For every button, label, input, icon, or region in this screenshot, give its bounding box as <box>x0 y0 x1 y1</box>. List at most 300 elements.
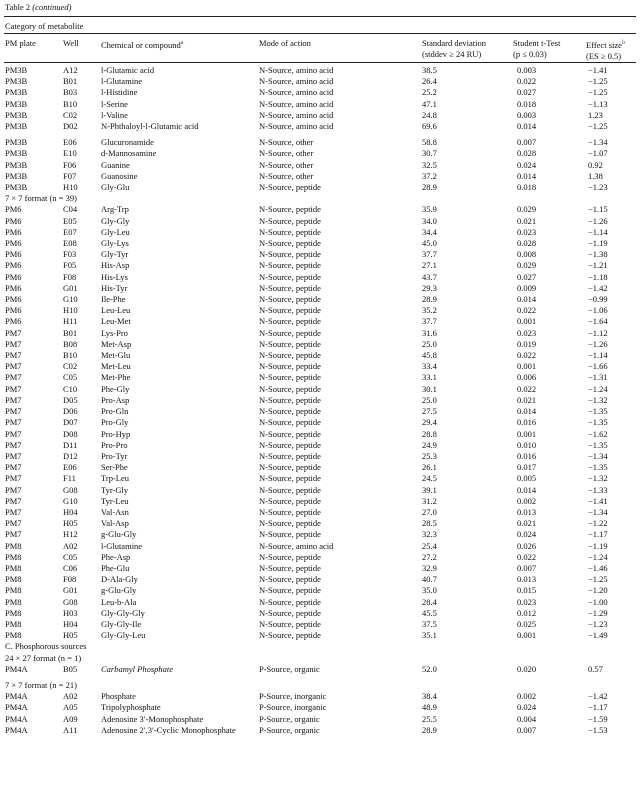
mode-cell: N-Source, peptide <box>259 383 321 394</box>
mode-cell: N-Source, peptide <box>259 551 321 562</box>
compound-cell: N-Phthaloyl-l-Glutamic acid <box>101 121 199 132</box>
compound-cell: Gly-Gly-Gly <box>101 607 145 618</box>
well-cell: E10 <box>63 148 77 159</box>
plate-cell: PM6 <box>5 238 22 249</box>
compound-cell: g-Glu-Gly <box>101 529 137 540</box>
effect-size-cell: −1.46 <box>588 562 608 573</box>
table-row <box>0 597 641 608</box>
plate-cell: PM4A <box>5 713 28 724</box>
table-row <box>0 725 641 736</box>
table-row <box>0 171 641 182</box>
compound-cell: Met-Leu <box>101 361 131 372</box>
stddev-cell: 25.2 <box>422 87 437 98</box>
well-cell: A02 <box>63 691 78 702</box>
ttest-cell: 0.001 <box>517 428 537 439</box>
plate-cell: PM3B <box>5 148 28 159</box>
mode-cell: N-Source, amino acid <box>259 76 334 87</box>
ttest-cell: 0.013 <box>517 574 537 585</box>
well-cell: F03 <box>63 249 77 260</box>
ttest-cell: 0.003 <box>517 65 537 75</box>
stddev-cell: 26.1 <box>422 462 437 473</box>
plate-cell: PM8 <box>5 551 22 562</box>
effect-size-cell: −1.17 <box>588 702 608 713</box>
compound-cell: l-Serine <box>101 98 128 109</box>
ttest-cell: 0.024 <box>517 702 537 713</box>
mode-cell: N-Source, peptide <box>259 182 321 193</box>
effect-size-cell: −1.38 <box>588 249 608 260</box>
ttest-cell: 0.016 <box>517 450 537 461</box>
compound-cell: Trp-Leu <box>101 473 130 484</box>
well-cell: F11 <box>63 473 76 484</box>
ttest-cell: 0.007 <box>517 137 537 148</box>
well-cell: H12 <box>63 529 78 540</box>
mode-cell: P-Source, organic <box>259 663 320 674</box>
plate-cell: PM7 <box>5 338 22 349</box>
table-row <box>0 395 641 406</box>
well-cell: H05 <box>63 518 78 529</box>
compound-cell: d-Mannosamine <box>101 148 157 159</box>
stddev-cell: 45.5 <box>422 607 437 618</box>
effect-size-cell: −1.19 <box>588 238 608 249</box>
table-row <box>0 462 641 473</box>
table-row <box>0 260 641 271</box>
stddev-cell: 24.5 <box>422 473 437 484</box>
effect-size-cell: −1.19 <box>588 540 608 551</box>
mode-cell: N-Source, peptide <box>259 238 321 249</box>
mode-cell: N-Source, amino acid <box>259 109 334 120</box>
mode-cell: N-Source, peptide <box>259 506 321 517</box>
compound-cell: Gly-Leu <box>101 226 130 237</box>
mode-cell: N-Source, peptide <box>259 361 321 372</box>
table-row <box>0 148 641 159</box>
effect-size-cell: 1.23 <box>588 109 603 120</box>
mode-cell: N-Source, peptide <box>259 260 321 271</box>
plate-cell: PM3B <box>5 170 28 181</box>
mode-cell: N-Source, peptide <box>259 574 321 585</box>
well-cell: H04 <box>63 506 78 517</box>
mode-cell: N-Source, peptide <box>259 562 321 573</box>
table-row <box>0 372 641 383</box>
table-row <box>0 238 641 249</box>
table-row <box>0 529 641 540</box>
compound-cell: Gly-Glu <box>101 182 130 193</box>
table-row <box>0 451 641 462</box>
table-row <box>0 585 641 596</box>
plate-cell: PM6 <box>5 249 22 260</box>
compound-cell: Leu-Leu <box>101 305 131 316</box>
effect-size-cell: −1.64 <box>588 316 608 327</box>
plate-cell: PM3B <box>5 182 28 193</box>
table-row <box>0 417 641 428</box>
plate-cell: PM6 <box>5 282 22 293</box>
section-row <box>0 193 641 204</box>
plate-cell: PM7 <box>5 428 22 439</box>
ttest-cell: 0.027 <box>517 87 537 98</box>
plate-cell: PM8 <box>5 562 22 573</box>
table-row <box>0 160 641 171</box>
well-cell: G08 <box>63 484 78 495</box>
compound-cell: Gly-Tyr <box>101 249 129 260</box>
stddev-cell: 35.1 <box>422 630 437 641</box>
mode-cell: N-Source, peptide <box>259 473 321 484</box>
table-row <box>0 76 641 87</box>
compound-cell: His-Tyr <box>101 282 128 293</box>
well-cell: D07 <box>63 417 78 428</box>
stddev-cell: 31.2 <box>422 495 437 506</box>
mode-cell: N-Source, peptide <box>259 338 321 349</box>
well-cell: F06 <box>63 159 77 170</box>
table-row <box>0 204 641 215</box>
metabolite-table <box>0 65 641 736</box>
well-cell: H10 <box>63 182 78 193</box>
mode-cell: N-Source, peptide <box>259 350 321 361</box>
effect-size-cell: −1.35 <box>588 439 608 450</box>
table-row <box>0 65 641 76</box>
mode-cell: N-Source, peptide <box>259 204 321 215</box>
header-ttest: Student t-Test (p ≤ 0.03) <box>513 38 561 59</box>
stddev-cell: 37.2 <box>422 170 437 181</box>
plate-cell: PM7 <box>5 383 22 394</box>
well-cell: D05 <box>63 394 78 405</box>
well-cell: E05 <box>63 215 77 226</box>
compound-cell: Pro-Hyp <box>101 428 131 439</box>
well-cell: A09 <box>63 713 78 724</box>
ttest-cell: 0.023 <box>517 226 537 237</box>
table-row <box>0 339 641 350</box>
compound-cell: Adenosine 2′,3′-Cyclic Monophosphate <box>101 724 236 735</box>
mode-cell: N-Source, peptide <box>259 596 321 607</box>
compound-cell: Val-Asn <box>101 506 129 517</box>
mode-cell: N-Source, peptide <box>259 226 321 237</box>
plate-cell: PM7 <box>5 529 22 540</box>
compound-cell: Phosphate <box>101 691 136 702</box>
ttest-cell: 0.029 <box>517 204 537 215</box>
stddev-cell: 29.3 <box>422 282 437 293</box>
stddev-cell: 27.5 <box>422 406 437 417</box>
mode-cell: N-Source, peptide <box>259 495 321 506</box>
plate-cell: PM6 <box>5 260 22 271</box>
ttest-cell: 0.013 <box>517 506 537 517</box>
effect-size-cell: −1.15 <box>588 204 608 215</box>
well-cell: D08 <box>63 428 78 439</box>
stddev-cell: 43.7 <box>422 271 437 282</box>
effect-size-cell: −1.07 <box>588 148 608 159</box>
mode-cell: N-Source, peptide <box>259 518 321 529</box>
ttest-cell: 0.018 <box>517 98 537 109</box>
compound-cell: Leu-b-Ala <box>101 596 137 607</box>
well-cell: F08 <box>63 574 77 585</box>
effect-size-cell: −1.18 <box>588 271 608 282</box>
compound-cell: Phe-Asp <box>101 551 131 562</box>
plate-cell: PM3B <box>5 137 28 148</box>
section-row <box>0 653 641 664</box>
effect-size-cell: 0.92 <box>588 159 603 170</box>
plate-cell: PM3B <box>5 109 28 120</box>
compound-cell: Pro-Gln <box>101 406 129 417</box>
stddev-cell: 25.5 <box>422 713 437 724</box>
table-row <box>0 574 641 585</box>
ttest-cell: 0.007 <box>517 724 537 735</box>
stddev-cell: 25.4 <box>422 540 437 551</box>
table-row <box>0 110 641 121</box>
effect-size-cell: −1.31 <box>588 372 608 383</box>
stddev-cell: 32.9 <box>422 562 437 573</box>
plate-cell: PM8 <box>5 540 22 551</box>
effect-size-cell: −1.49 <box>588 630 608 641</box>
mode-cell: N-Source, peptide <box>259 249 321 260</box>
plate-cell: PM3B <box>5 159 28 170</box>
stddev-cell: 35.9 <box>422 204 437 215</box>
stddev-cell: 25.0 <box>422 338 437 349</box>
table-row <box>0 121 641 132</box>
header-stddev: Standard deviation (stddev ≥ 24 RU) <box>422 38 486 59</box>
effect-size-cell: −1.24 <box>588 551 608 562</box>
well-cell: E07 <box>63 226 77 237</box>
table-row <box>0 608 641 619</box>
plate-cell: PM3B <box>5 65 28 75</box>
stddev-cell: 33.1 <box>422 372 437 383</box>
table-row <box>0 691 641 702</box>
ttest-cell: 0.014 <box>517 484 537 495</box>
well-cell: B10 <box>63 98 78 109</box>
well-cell: H04 <box>63 618 78 629</box>
well-cell: F08 <box>63 271 77 282</box>
ttest-cell: 0.029 <box>517 260 537 271</box>
stddev-cell: 33.4 <box>422 361 437 372</box>
effect-size-cell: −1.22 <box>588 518 608 529</box>
table-row <box>0 473 641 484</box>
mode-cell: N-Source, other <box>259 159 314 170</box>
compound-cell: l-Valine <box>101 109 128 120</box>
stddev-cell: 35.2 <box>422 305 437 316</box>
mode-cell: N-Source, peptide <box>259 484 321 495</box>
ttest-cell: 0.017 <box>517 462 537 473</box>
plate-cell: PM3B <box>5 87 28 98</box>
plate-cell: PM7 <box>5 473 22 484</box>
header-well: Well <box>63 38 79 48</box>
stddev-cell: 28.9 <box>422 724 437 735</box>
plate-cell: PM8 <box>5 618 22 629</box>
mode-cell: N-Source, peptide <box>259 529 321 540</box>
stddev-cell: 47.1 <box>422 98 437 109</box>
effect-size-cell: −1.13 <box>588 98 608 109</box>
section-label: 7 × 7 format (n = 21) <box>5 679 77 690</box>
effect-size-cell: −1.66 <box>588 361 608 372</box>
plate-cell: PM6 <box>5 271 22 282</box>
effect-size-cell: −1.25 <box>588 87 608 98</box>
ttest-cell: 0.027 <box>517 271 537 282</box>
plate-cell: PM8 <box>5 585 22 596</box>
compound-cell: Glucuronamide <box>101 137 154 148</box>
ttest-cell: 0.007 <box>517 562 537 573</box>
plate-cell: PM3B <box>5 98 28 109</box>
effect-size-cell: −1.34 <box>588 506 608 517</box>
plate-cell: PM7 <box>5 439 22 450</box>
stddev-cell: 34.4 <box>422 226 437 237</box>
plate-cell: PM7 <box>5 372 22 383</box>
ttest-cell: 0.015 <box>517 585 537 596</box>
compound-cell: Tripolyphosphate <box>101 702 161 713</box>
ttest-cell: 0.022 <box>517 305 537 316</box>
effect-size-cell: −1.24 <box>588 383 608 394</box>
table-row <box>0 496 641 507</box>
ttest-cell: 0.016 <box>517 417 537 428</box>
ttest-cell: 0.014 <box>517 170 537 181</box>
effect-size-cell: −1.41 <box>588 65 608 75</box>
header-bottom-rule <box>4 62 636 63</box>
compound-cell: Gly-Gly <box>101 215 130 226</box>
effect-size-cell: −1.29 <box>588 607 608 618</box>
mode-cell: N-Source, amino acid <box>259 540 334 551</box>
ttest-cell: 0.002 <box>517 495 537 506</box>
mode-cell: N-Source, amino acid <box>259 65 334 75</box>
table-row <box>0 630 641 641</box>
mode-cell: N-Source, other <box>259 170 314 181</box>
table-row <box>0 714 641 725</box>
table-row <box>0 619 641 630</box>
effect-size-cell: −1.21 <box>588 260 608 271</box>
compound-cell: Pro-Gly <box>101 417 129 428</box>
compound-cell: Val-Asp <box>101 518 129 529</box>
plate-cell: PM6 <box>5 226 22 237</box>
table-row <box>0 518 641 529</box>
table-row <box>0 137 641 148</box>
ttest-cell: 0.003 <box>517 109 537 120</box>
ttest-cell: 0.009 <box>517 282 537 293</box>
ttest-cell: 0.022 <box>517 76 537 87</box>
effect-size-cell: 0.57 <box>588 663 603 674</box>
table-row <box>0 384 641 395</box>
mode-cell: P-Source, inorganic <box>259 691 327 702</box>
effect-size-cell: −1.35 <box>588 406 608 417</box>
well-cell: D11 <box>63 439 78 450</box>
effect-size-cell: −1.32 <box>588 473 608 484</box>
effect-size-cell: 1.38 <box>588 170 603 181</box>
well-cell: C02 <box>63 109 78 120</box>
effect-size-cell: −1.06 <box>588 305 608 316</box>
table-row <box>0 305 641 316</box>
stddev-cell: 25.3 <box>422 450 437 461</box>
table-row <box>0 350 641 361</box>
ttest-cell: 0.021 <box>517 518 537 529</box>
effect-size-cell: −1.62 <box>588 428 608 439</box>
plate-cell: PM7 <box>5 518 22 529</box>
mode-cell: N-Source, peptide <box>259 406 321 417</box>
ttest-cell: 0.023 <box>517 327 537 338</box>
well-cell: C06 <box>63 562 78 573</box>
mode-cell: N-Source, peptide <box>259 428 321 439</box>
mode-cell: N-Source, peptide <box>259 607 321 618</box>
ttest-cell: 0.020 <box>517 663 537 674</box>
table-row <box>0 328 641 339</box>
compound-cell: Arg-Trp <box>101 204 129 215</box>
stddev-cell: 38.4 <box>422 691 437 702</box>
ttest-cell: 0.028 <box>517 148 537 159</box>
stddev-cell: 28.4 <box>422 596 437 607</box>
well-cell: H03 <box>63 607 78 618</box>
plate-cell: PM6 <box>5 215 22 226</box>
well-cell: A02 <box>63 540 78 551</box>
plate-cell: PM6 <box>5 294 22 305</box>
plate-cell: PM3B <box>5 121 28 132</box>
well-cell: G08 <box>63 596 78 607</box>
effect-size-cell: −1.25 <box>588 76 608 87</box>
stddev-cell: 28.8 <box>422 428 437 439</box>
effect-size-cell: −1.42 <box>588 282 608 293</box>
stddev-cell: 31.6 <box>422 327 437 338</box>
effect-size-cell: −1.14 <box>588 226 608 237</box>
compound-cell: Adenosine 3′-Monophosphate <box>101 713 204 724</box>
plate-cell: PM7 <box>5 417 22 428</box>
well-cell: B10 <box>63 350 78 361</box>
plate-cell: PM8 <box>5 574 22 585</box>
compound-cell: D-Ala-Gly <box>101 574 138 585</box>
category-header: Category of metabolite <box>5 21 84 31</box>
compound-cell: Phe-Gly <box>101 383 130 394</box>
ttest-cell: 0.022 <box>517 383 537 394</box>
table-row <box>0 249 641 260</box>
compound-cell: l-Histidine <box>101 87 138 98</box>
ttest-cell: 0.021 <box>517 394 537 405</box>
mode-cell: P-Source, inorganic <box>259 702 327 713</box>
mode-cell: N-Source, peptide <box>259 294 321 305</box>
plate-cell: PM7 <box>5 350 22 361</box>
table-row <box>0 485 641 496</box>
effect-size-cell: −1.20 <box>588 585 608 596</box>
well-cell: C02 <box>63 361 78 372</box>
well-cell: G01 <box>63 282 78 293</box>
effect-size-cell: −1.26 <box>588 215 608 226</box>
ttest-cell: 0.001 <box>517 630 537 641</box>
table-row <box>0 294 641 305</box>
table-row <box>0 563 641 574</box>
effect-size-cell: −1.42 <box>588 691 608 702</box>
well-cell: C05 <box>63 372 78 383</box>
table-row <box>0 702 641 713</box>
effect-size-cell: −1.23 <box>588 618 608 629</box>
compound-cell: Ile-Phe <box>101 294 126 305</box>
effect-size-cell: −1.25 <box>588 574 608 585</box>
plate-cell: PM4A <box>5 702 28 713</box>
mode-cell: N-Source, amino acid <box>259 87 334 98</box>
stddev-cell: 30.1 <box>422 383 437 394</box>
stddev-cell: 24.8 <box>422 109 437 120</box>
compound-cell: Gly-Gly-Leu <box>101 630 146 641</box>
table-row <box>0 440 641 451</box>
plate-cell: PM8 <box>5 596 22 607</box>
well-cell: B08 <box>63 338 78 349</box>
plate-cell: PM4A <box>5 724 28 735</box>
well-cell: B03 <box>63 87 78 98</box>
compound-cell: Met-Asp <box>101 338 132 349</box>
stddev-cell: 69.6 <box>422 121 437 132</box>
section-row <box>0 641 641 652</box>
effect-size-cell: −1.23 <box>588 182 608 193</box>
ttest-cell: 0.014 <box>517 406 537 417</box>
compound-cell: Ser-Phe <box>101 462 128 473</box>
mode-cell: N-Source, peptide <box>259 282 321 293</box>
plate-cell: PM4A <box>5 691 28 702</box>
plate-cell: PM6 <box>5 204 22 215</box>
plate-cell: PM7 <box>5 406 22 417</box>
compound-cell: Pro-Asp <box>101 394 130 405</box>
stddev-cell: 37.7 <box>422 316 437 327</box>
stddev-cell: 40.7 <box>422 574 437 585</box>
ttest-cell: 0.014 <box>517 294 537 305</box>
well-cell: B05 <box>63 663 78 674</box>
well-cell: D12 <box>63 450 78 461</box>
header-mode: Mode of action <box>259 38 311 48</box>
